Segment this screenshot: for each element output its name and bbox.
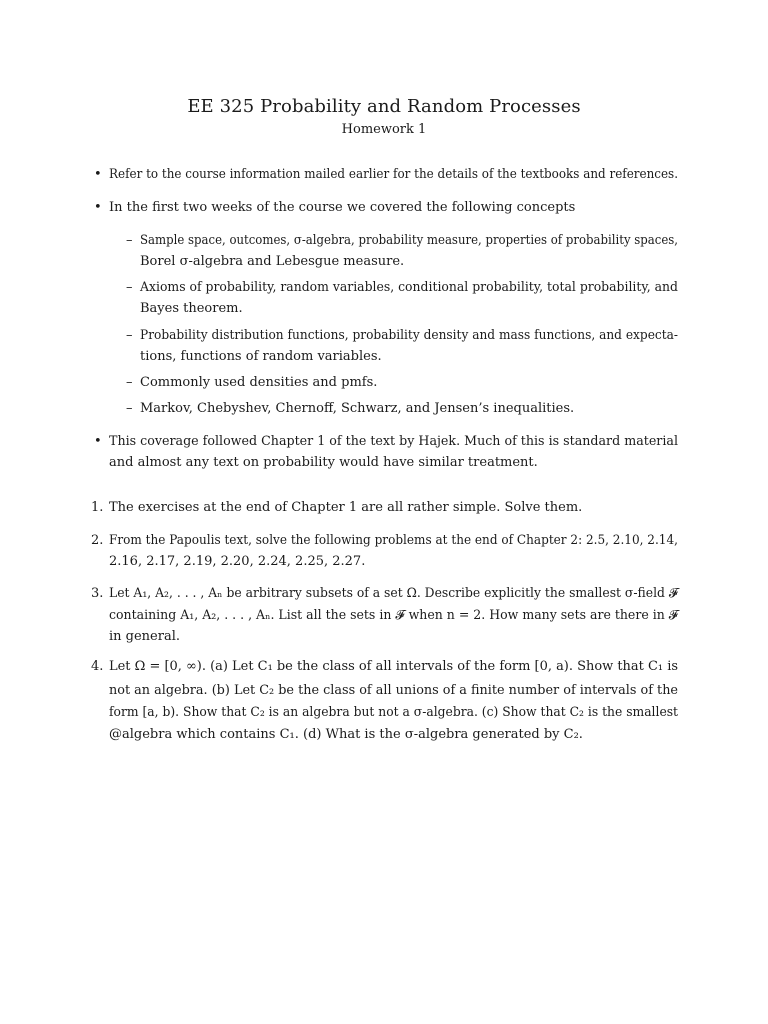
bullet-marker: • bbox=[94, 200, 102, 215]
subitem-5-line-1: Markov, Chebyshev, Chernoff, Schwarz, and Jensen’s inequalities. bbox=[140, 401, 575, 416]
sub-dash: – bbox=[126, 280, 133, 295]
subitem-3-line-1: Probability distribution functions, probability density and mass functions, and expecta- bbox=[140, 328, 678, 343]
bullet-3-line-2: and almost any text on probability would have similar treatment. bbox=[109, 455, 538, 470]
problem-4-line-3: form [a, b). Show that C₂ is an algebra but not a σ-algebra. (c) Show that C₂ is the smallest bbox=[109, 705, 679, 720]
problem-3-line-1: Let A₁, A₂, . . . , Aₙ be arbitrary subsets of a set Ω. Describe explicitly the smallest σ-field 𝓕 bbox=[109, 586, 678, 601]
document-title: EE 325 Probability and Random Processes bbox=[187, 96, 581, 117]
problem-number: 3. bbox=[91, 586, 104, 601]
sub-dash: – bbox=[126, 328, 133, 343]
problem-2-line-1: From the Papoulis text, solve the following problems at the end of Chapter 2: 2.5, 2.10, 2.14, bbox=[109, 533, 678, 548]
sub-dash: – bbox=[126, 401, 133, 416]
bullet-marker: • bbox=[94, 434, 102, 449]
subitem-2-line-2: Bayes theorem. bbox=[140, 301, 243, 316]
problem-number: 2. bbox=[91, 533, 104, 548]
sub-dash: – bbox=[126, 375, 133, 390]
problem-2-line-2: 2.16, 2.17, 2.19, 2.20, 2.24, 2.25, 2.27. bbox=[109, 554, 366, 569]
problem-number: 4. bbox=[91, 659, 104, 674]
bullet-marker: • bbox=[94, 167, 102, 182]
bullet-3-line-1: This coverage followed Chapter 1 of the text by Hajek. Much of this is standard material bbox=[109, 434, 679, 449]
bullet-2-line-1: In the first two weeks of the course we covered the following concepts bbox=[109, 200, 576, 215]
sub-dash: – bbox=[126, 233, 133, 248]
problem-3-line-3: in general. bbox=[109, 629, 180, 644]
problem-4-line-2: not an algebra. (b) Let C₂ be the class of all unions of a finite number of intervals of the bbox=[109, 683, 679, 698]
subitem-1-line-2: Borel σ-algebra and Lebesgue measure. bbox=[140, 254, 405, 269]
subitem-4-line-1: Commonly used densities and pmfs. bbox=[140, 375, 378, 390]
problem-number: 1. bbox=[91, 500, 104, 515]
problem-4-line-4: @algebra which contains C₁. (d) What is the σ-algebra generated by C₂. bbox=[109, 727, 583, 742]
subitem-3-line-2: tions, functions of random variables. bbox=[140, 349, 382, 364]
bullet-1-line-1: Refer to the course information mailed earlier for the details of the textbooks and references. bbox=[109, 167, 679, 182]
problem-4-line-1: Let Ω = [0, ∞). (a) Let C₁ be the class of all intervals of the form [0, a). Show that C₁ is bbox=[109, 659, 678, 674]
subitem-2-line-1: Axioms of probability, random variables, conditional probability, total probability, and bbox=[140, 280, 679, 295]
document-subtitle: Homework 1 bbox=[341, 122, 427, 137]
problem-1-line-1: The exercises at the end of Chapter 1 are all rather simple. Solve them. bbox=[109, 500, 583, 515]
problem-3-line-2: containing A₁, A₂, . . . , Aₙ. List all the sets in 𝓕 when n = 2. How many sets are there in 𝓕 bbox=[109, 608, 678, 623]
subitem-1-line-1: Sample space, outcomes, σ-algebra, probability measure, properties of probability spaces, bbox=[140, 233, 679, 248]
